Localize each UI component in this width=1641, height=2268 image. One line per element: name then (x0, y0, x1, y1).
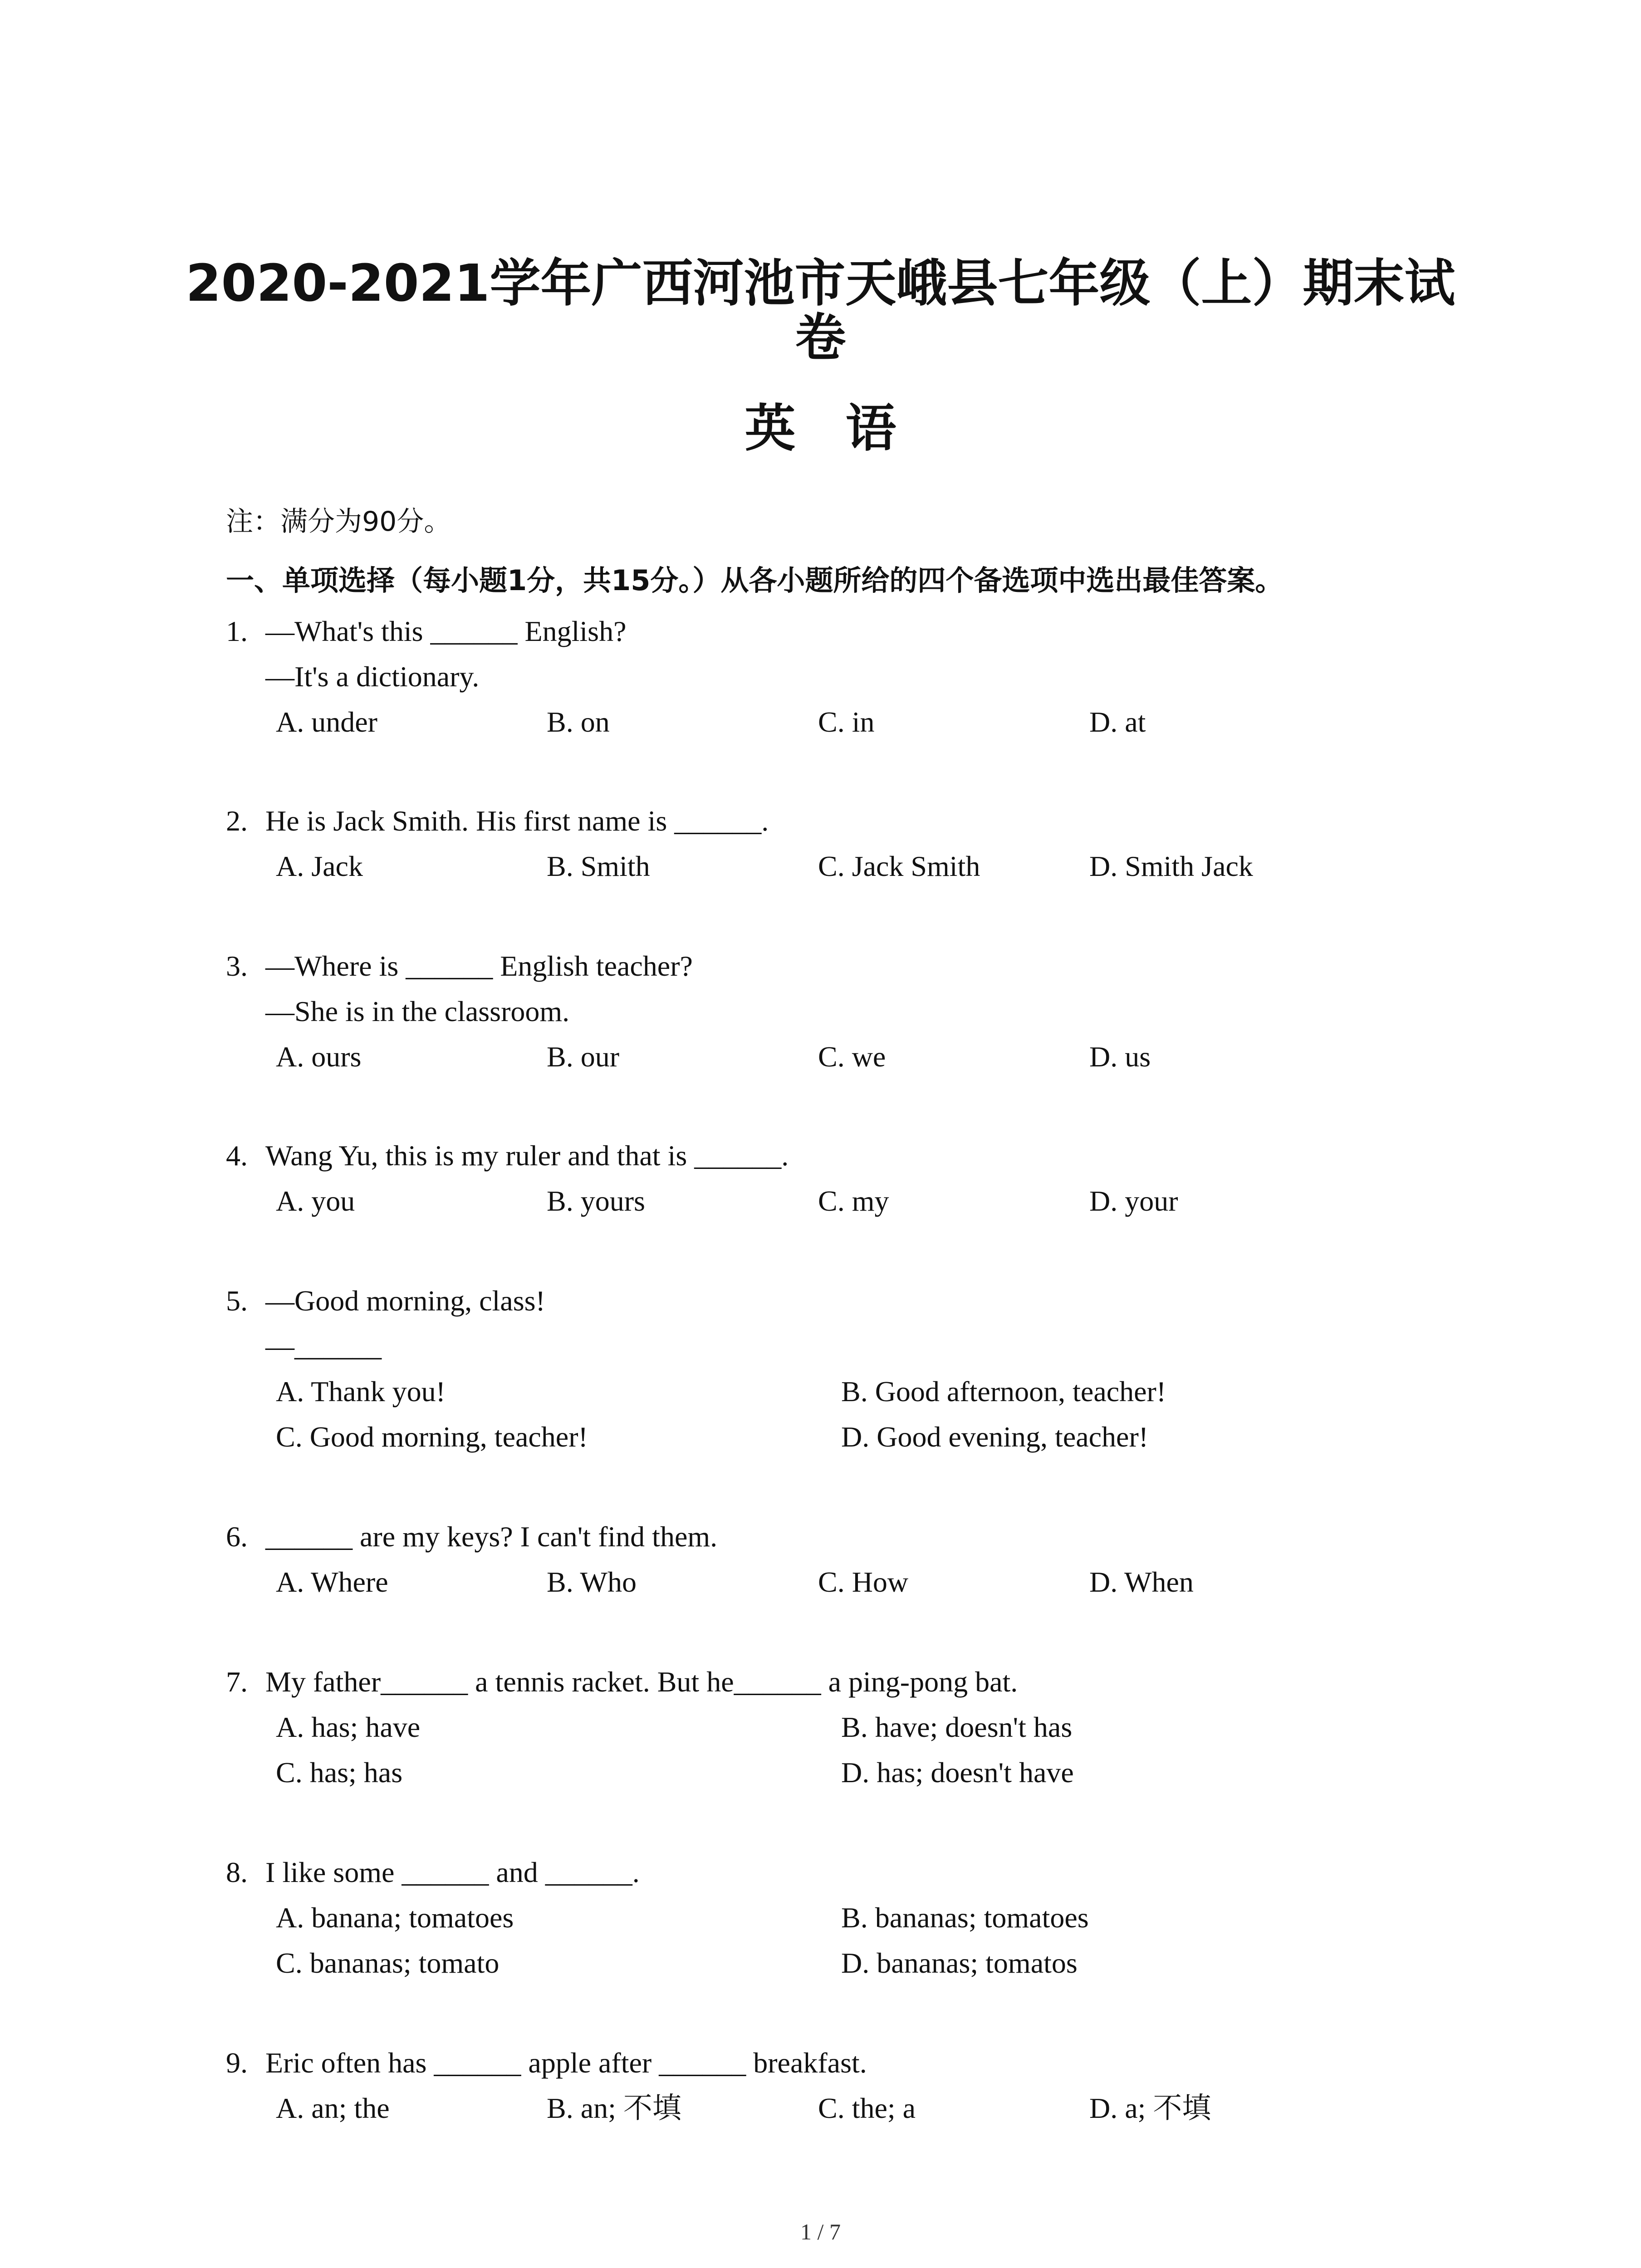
option-c: C. bananas; tomato (276, 1947, 500, 1979)
option-b: B. Smith (547, 850, 650, 882)
option-c: C. How (818, 1566, 909, 1598)
question-stem: —What's this ______ English? (265, 615, 627, 647)
option-c: C. Jack Smith (818, 850, 980, 882)
option-b: B. an; 不填 (547, 2092, 681, 2124)
option-c: C. in (818, 706, 875, 738)
question-stem: —Good morning, class! (265, 1285, 545, 1317)
option-c: C. the; a (818, 2092, 916, 2124)
question-stem: He is Jack Smith. His first name is ______. (265, 805, 769, 837)
option-b: B. have; doesn't has (841, 1711, 1073, 1743)
option-d: D. your (1089, 1185, 1178, 1217)
question-stem: —______ (265, 1330, 382, 1362)
option-a: A. has; have (276, 1711, 421, 1743)
option-b: B. Who (547, 1566, 637, 1598)
question-stem: Wang Yu, this is my ruler and that is ______. (265, 1139, 789, 1172)
option-a: A. Jack (276, 850, 363, 882)
question-stem: —Where is ______ English teacher? (265, 950, 693, 982)
option-a: A. banana; tomatoes (276, 1901, 514, 1934)
option-a: A. Where (276, 1566, 388, 1598)
exam-title-line-1: 2020-2021学年广西河池市天峨县七年级（上）期末试 (186, 254, 1455, 313)
option-c: C. we (818, 1041, 886, 1073)
question-number: 1. (226, 615, 248, 647)
question-number: 3. (226, 950, 248, 982)
option-b: B. our (547, 1041, 619, 1073)
option-b: B. bananas; tomatoes (841, 1901, 1089, 1934)
question-stem: —It's a dictionary. (265, 660, 480, 693)
section-heading: 一、单项选择（每小题1分，共15分。）从各小题所给的四个备选项中选出最佳答案。 (226, 564, 1283, 597)
option-d: D. bananas; tomatos (841, 1947, 1078, 1979)
option-b: B. yours (547, 1185, 645, 1217)
option-d: D. When (1089, 1566, 1194, 1598)
question-number: 4. (226, 1139, 248, 1172)
score-note: 注：满分为90分。 (226, 506, 451, 538)
question-number: 9. (226, 2047, 248, 2079)
option-a: A. ours (276, 1041, 362, 1073)
option-c: C. has; has (276, 1756, 403, 1789)
question-stem: —She is in the classroom. (265, 995, 570, 1027)
question-number: 6. (226, 1520, 248, 1553)
question-stem: My father______ a tennis racket. But he______ a ping-pong bat. (265, 1666, 1018, 1698)
option-b: B. Good afternoon, teacher! (841, 1375, 1166, 1408)
question-stem: Eric often has ______ apple after ______ breakfast. (265, 2047, 867, 2079)
exam-title-line-2: 卷 (795, 308, 846, 367)
option-a: A. Thank you! (276, 1375, 446, 1408)
question-number: 7. (226, 1666, 248, 1698)
option-b: B. on (547, 706, 610, 738)
question-number: 5. (226, 1285, 248, 1317)
subject-heading: 英语 (745, 399, 946, 458)
option-d: D. Good evening, teacher! (841, 1421, 1149, 1453)
option-a: A. you (276, 1185, 355, 1217)
option-d: D. a; 不填 (1089, 2092, 1211, 2124)
page-number: 1 / 7 (800, 2219, 841, 2244)
option-d: D. us (1089, 1041, 1151, 1073)
question-stem: ______ are my keys? I can't find them. (265, 1520, 718, 1553)
option-c: C. Good morning, teacher! (276, 1421, 588, 1453)
option-a: A. an; the (276, 2092, 390, 2124)
question-stem: I like some ______ and ______. (265, 1856, 640, 1888)
option-a: A. under (276, 706, 377, 738)
question-number: 2. (226, 805, 248, 837)
option-d: D. has; doesn't have (841, 1756, 1074, 1789)
question-number: 8. (226, 1856, 248, 1888)
option-c: C. my (818, 1185, 889, 1217)
option-d: D. at (1089, 706, 1146, 738)
option-d: D. Smith Jack (1089, 850, 1253, 882)
